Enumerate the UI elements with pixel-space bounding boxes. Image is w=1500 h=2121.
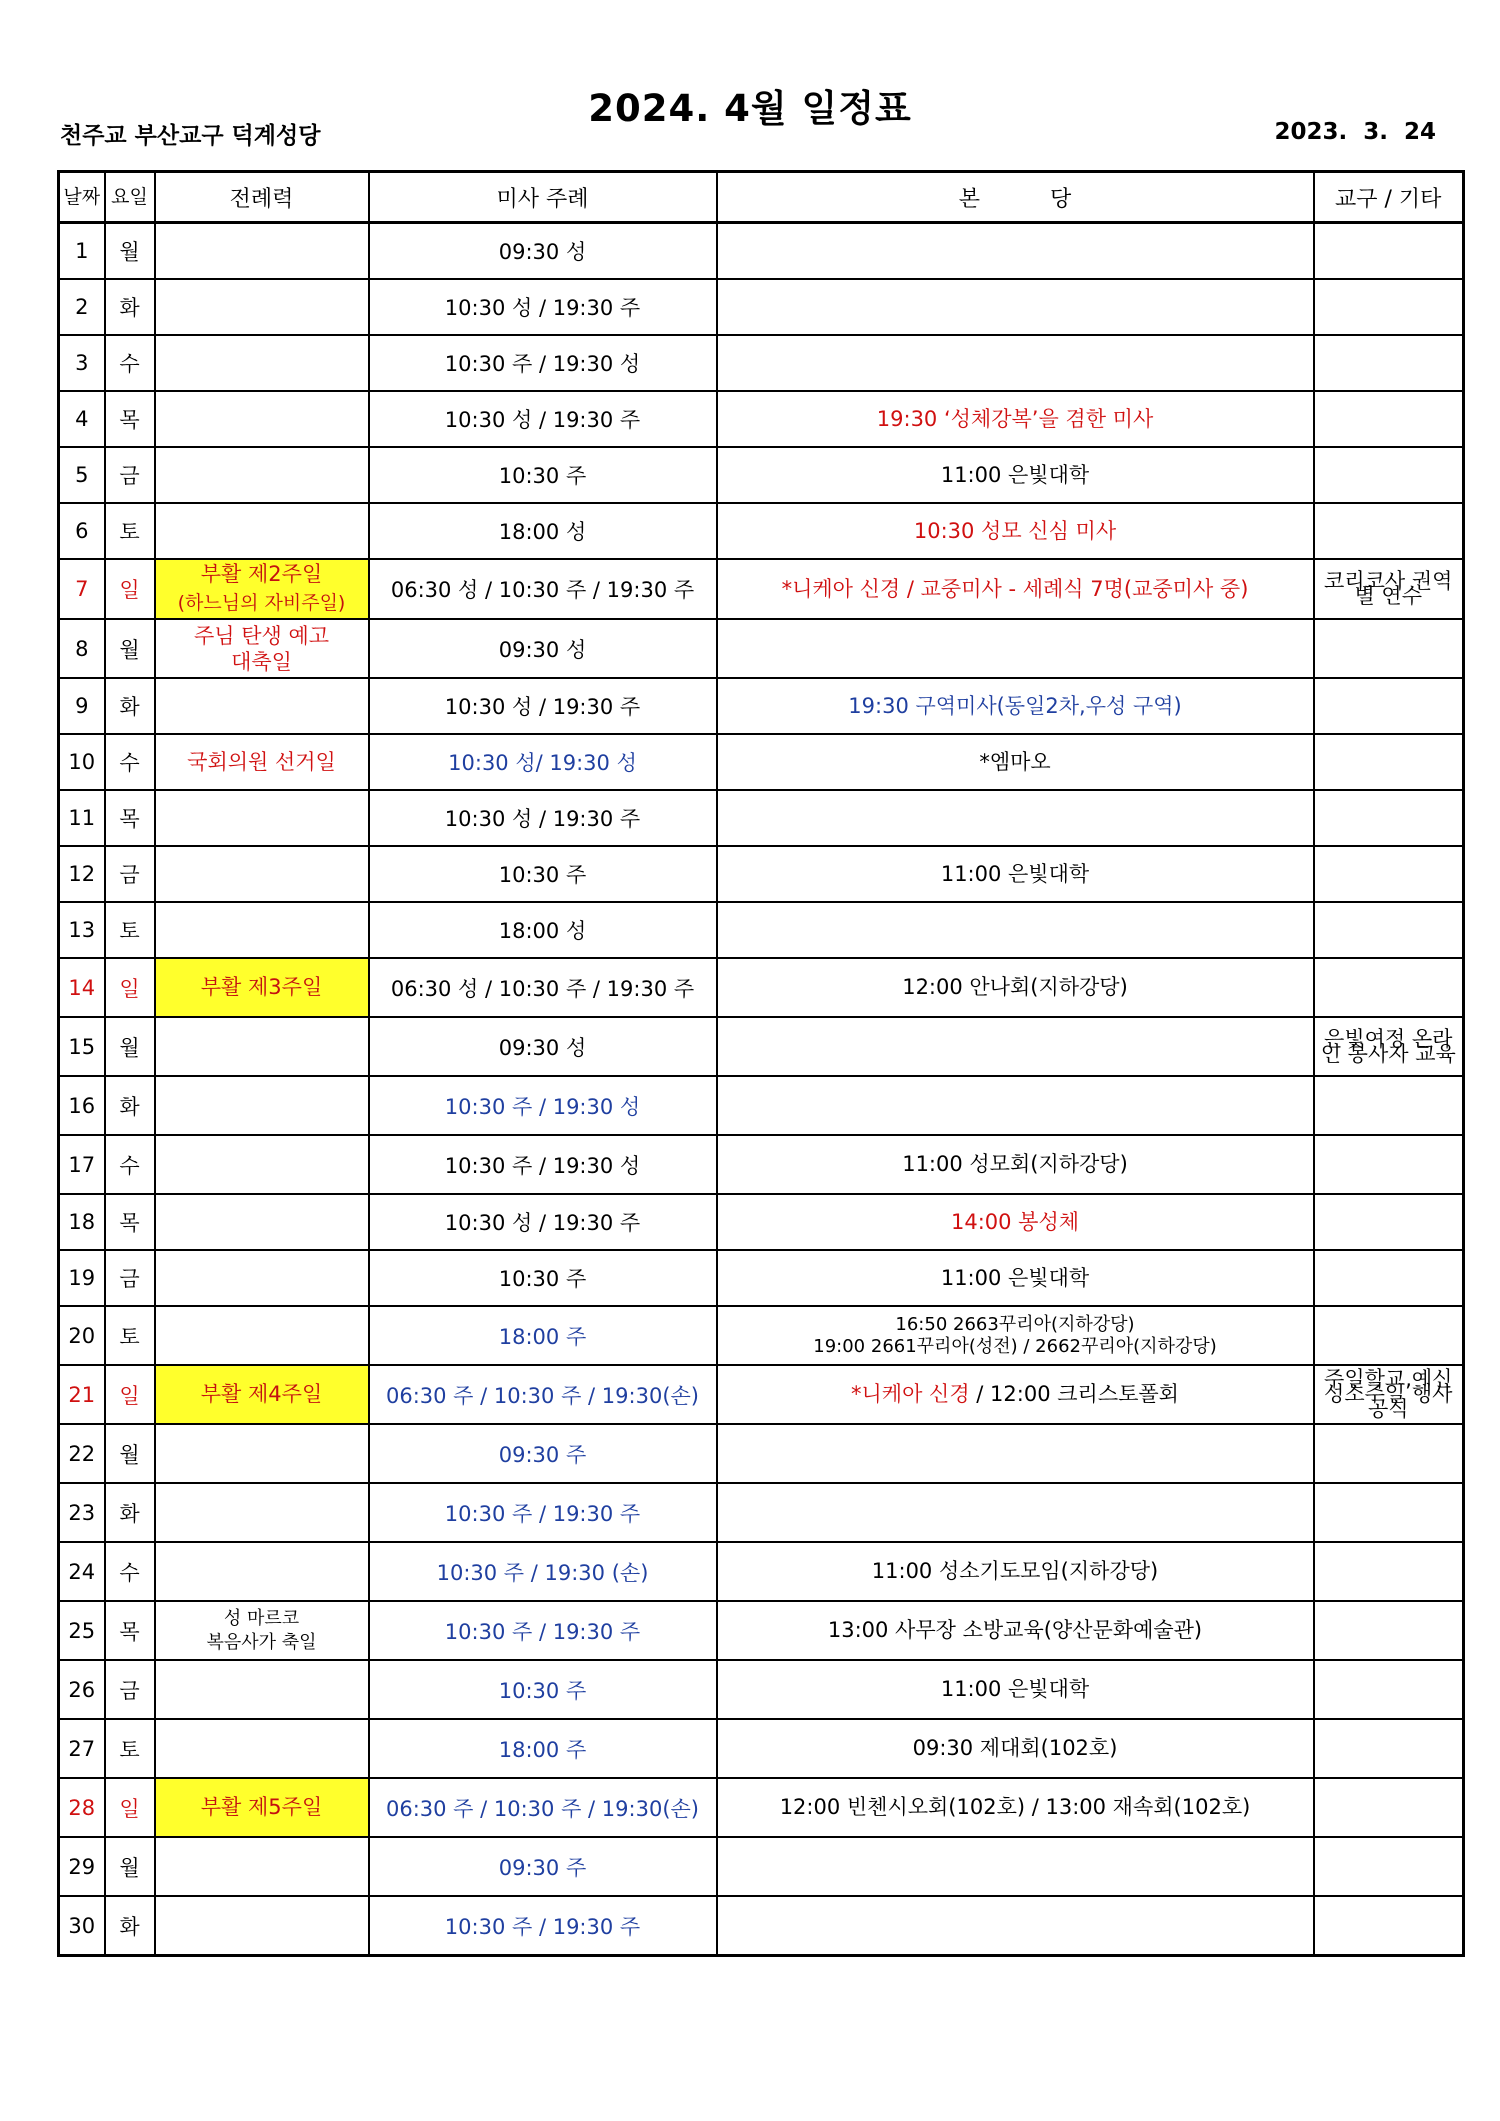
misc-cell [1314,1719,1464,1778]
day-cell: 1 [59,223,105,280]
table-row [59,1365,1464,1424]
misc-cell [1314,790,1464,846]
misc-cell [1314,223,1464,280]
parish-text: / 12:00 크리스토폴회 [969,1382,1179,1406]
day-cell: 28 [59,1778,105,1837]
misc-cell [1314,678,1464,734]
table-row [59,1135,1464,1194]
parish-line: 19:00 2661꾸리아(성전) / 2662꾸리아(지하강당) [813,1335,1217,1357]
misc-cell: 코리코사 권역별 연수 [1314,559,1464,619]
weekday-cell: 일 [105,1365,155,1424]
misc-cell [1314,619,1464,678]
liturgy-cell [155,1076,369,1135]
liturgy-title: 성 마르코 [223,1607,300,1629]
mass-cell: 09:30 성 [369,1017,717,1076]
weekday-cell: 금 [105,846,155,902]
misc-cell [1314,1601,1464,1660]
parish-cell: 12:00 빈첸시오회(102호) / 13:00 재속회(102호) [717,1778,1314,1837]
liturgy-title: 주님 탄생 예고 [193,623,330,648]
mass-cell: 10:30 주 / 19:30 주 [369,1601,717,1660]
parish-cell [717,902,1314,958]
table-row [59,958,1464,1017]
weekday-cell: 토 [105,1719,155,1778]
col-header-mass: 미사 주례 [369,172,717,223]
mass-cell: 09:30 주 [369,1837,717,1896]
weekday-cell: 토 [105,1306,155,1365]
weekday-cell: 화 [105,1896,155,1956]
page-title: 2024. 4월 일정표 [588,87,912,130]
day-cell: 2 [59,279,105,335]
weekday-cell: 목 [105,1601,155,1660]
liturgy-cell [155,1250,369,1306]
table-row [59,1778,1464,1837]
liturgy-cell: 부활 제5주일 [155,1778,369,1837]
liturgy-subtitle: 복음사가 축일 [206,1631,317,1653]
day-cell: 12 [59,846,105,902]
misc-cell [1314,391,1464,447]
day-cell: 10 [59,734,105,790]
weekday-cell: 월 [105,1017,155,1076]
parish-cell [717,619,1314,678]
weekday-cell: 수 [105,1135,155,1194]
schedule-table [57,170,1465,1957]
parish-cell: 19:30 ‘성체강복’을 겸한 미사 [717,391,1314,447]
misc-cell [1314,958,1464,1017]
liturgy-subtitle: 대축일 [231,649,292,674]
misc-cell [1314,734,1464,790]
day-cell: 23 [59,1483,105,1542]
table-row [59,1306,1464,1365]
parish-cell: 14:00 봉성체 [717,1194,1314,1250]
mass-cell: 10:30 성/ 19:30 성 [369,734,717,790]
weekday-cell: 목 [105,391,155,447]
header-row [59,172,1464,223]
parish-cell [717,1076,1314,1135]
day-cell: 26 [59,1660,105,1719]
mass-cell: 10:30 주 [369,846,717,902]
mass-cell: 06:30 주 / 10:30 주 / 19:30(손) [369,1365,717,1424]
misc-cell [1314,1076,1464,1135]
liturgy-cell [155,1424,369,1483]
day-cell: 13 [59,902,105,958]
parish-line: 16:50 2663꾸리아(지하강당) [895,1313,1135,1335]
mass-cell: 10:30 성 / 19:30 주 [369,790,717,846]
table-row [59,1424,1464,1483]
mass-cell: 06:30 주 / 10:30 주 / 19:30(손) [369,1778,717,1837]
liturgy-cell [155,447,369,503]
liturgy-cell [155,279,369,335]
table-row [59,559,1464,619]
col-header-day: 날짜 [59,172,105,223]
parish-cell [717,1306,1314,1365]
misc-cell [1314,447,1464,503]
weekday-cell: 금 [105,447,155,503]
table-row [59,1542,1464,1601]
weekday-cell: 토 [105,503,155,559]
mass-cell: 18:00 주 [369,1306,717,1365]
parish-cell: 11:00 은빛대학 [717,1660,1314,1719]
misc-cell [1314,1135,1464,1194]
liturgy-cell [155,1194,369,1250]
table-row [59,678,1464,734]
liturgy-cell [155,1483,369,1542]
mass-cell: 10:30 주 [369,447,717,503]
table-row [59,734,1464,790]
mass-cell: 10:30 성 / 19:30 주 [369,391,717,447]
day-cell: 11 [59,790,105,846]
liturgy-title: 부활 제2주일 [200,562,323,586]
weekday-cell: 일 [105,958,155,1017]
mass-cell: 09:30 주 [369,1424,717,1483]
table-row [59,619,1464,678]
day-cell: 14 [59,958,105,1017]
mass-cell: 06:30 성 / 10:30 주 / 19:30 주 [369,958,717,1017]
parish-cell: 11:00 성소기도모임(지하강당) [717,1542,1314,1601]
liturgy-cell [155,1017,369,1076]
parish-cell: 11:00 은빛대학 [717,846,1314,902]
parish-cell [717,1837,1314,1896]
weekday-cell: 월 [105,223,155,280]
col-header-weekday: 요일 [105,172,155,223]
mass-cell: 10:30 주 / 19:30 (손) [369,1542,717,1601]
liturgy-cell [155,790,369,846]
mass-cell: 10:30 성 / 19:30 주 [369,279,717,335]
table-row [59,1601,1464,1660]
liturgy-cell [155,391,369,447]
table-row [59,846,1464,902]
day-cell: 15 [59,1017,105,1076]
col-header-misc: 교구 / 기타 [1314,172,1464,223]
weekday-cell: 화 [105,1483,155,1542]
day-cell: 20 [59,1306,105,1365]
weekday-cell: 금 [105,1660,155,1719]
mass-cell: 18:00 주 [369,1719,717,1778]
day-cell: 9 [59,678,105,734]
mass-cell: 10:30 주 / 19:30 성 [369,1076,717,1135]
parish-cell [717,1017,1314,1076]
parish-cell [717,1896,1314,1956]
mass-cell: 09:30 성 [369,619,717,678]
parish-name: 천주교 부산교구 덕계성당 [60,123,321,149]
mass-cell: 10:30 성 / 19:30 주 [369,678,717,734]
day-cell: 24 [59,1542,105,1601]
liturgy-cell [155,902,369,958]
table-row [59,1250,1464,1306]
day-cell: 19 [59,1250,105,1306]
table-row [59,223,1464,280]
table-row [59,1896,1464,1956]
table-row [59,1483,1464,1542]
mass-cell: 10:30 주 / 19:30 주 [369,1483,717,1542]
day-cell: 25 [59,1601,105,1660]
misc-cell [1314,1778,1464,1837]
table-row [59,335,1464,391]
parish-cell: *니케아 신경 / 교중미사 - 세례식 7명(교중미사 중) [717,559,1314,619]
liturgy-cell: 부활 제3주일 [155,958,369,1017]
day-cell: 27 [59,1719,105,1778]
day-cell: 7 [59,559,105,619]
table-row [59,503,1464,559]
parish-cell: 19:30 구역미사(동일2차,우성 구역) [717,678,1314,734]
weekday-cell: 토 [105,902,155,958]
mass-cell: 10:30 성 / 19:30 주 [369,1194,717,1250]
mass-cell: 06:30 성 / 10:30 주 / 19:30 주 [369,559,717,619]
parish-cell: *엠마오 [717,734,1314,790]
liturgy-cell [155,1306,369,1365]
misc-cell [1314,279,1464,335]
parish-cell [717,1424,1314,1483]
weekday-cell: 화 [105,279,155,335]
weekday-cell: 화 [105,678,155,734]
parish-cell: 10:30 성모 신심 미사 [717,503,1314,559]
weekday-cell: 목 [105,790,155,846]
day-cell: 22 [59,1424,105,1483]
mass-cell: 18:00 성 [369,902,717,958]
day-cell: 6 [59,503,105,559]
misc-cell [1314,846,1464,902]
day-cell: 21 [59,1365,105,1424]
parish-cell: 12:00 안나회(지하강당) [717,958,1314,1017]
weekday-cell: 화 [105,1076,155,1135]
weekday-cell: 월 [105,619,155,678]
mass-cell: 10:30 주 [369,1660,717,1719]
mass-cell: 18:00 성 [369,503,717,559]
liturgy-cell [155,503,369,559]
parish-cell [717,790,1314,846]
liturgy-cell [155,1135,369,1194]
parish-cell [717,1483,1314,1542]
liturgy-cell [155,1601,369,1660]
mass-cell: 10:30 주 / 19:30 성 [369,1135,717,1194]
misc-cell [1314,1424,1464,1483]
parish-cell [717,223,1314,280]
parish-cell: 11:00 은빛대학 [717,447,1314,503]
liturgy-cell: 국회의원 선거일 [155,734,369,790]
parish-cell [717,335,1314,391]
parish-cell: 11:00 성모회(지하강당) [717,1135,1314,1194]
day-cell: 5 [59,447,105,503]
parish-cell [717,279,1314,335]
mass-cell: 10:30 주 / 19:30 주 [369,1896,717,1956]
misc-cell [1314,1194,1464,1250]
weekday-cell: 월 [105,1424,155,1483]
liturgy-cell [155,619,369,678]
weekday-cell: 수 [105,335,155,391]
misc-cell [1314,503,1464,559]
misc-cell [1314,1250,1464,1306]
misc-cell: 주일학교,예신 성소주일 행사 공식 [1314,1365,1464,1424]
table-row [59,391,1464,447]
mass-cell: 10:30 주 / 19:30 성 [369,335,717,391]
document-date: 2023. 3. 24 [1274,119,1436,145]
col-header-liturgy: 전례력 [155,172,369,223]
day-cell: 3 [59,335,105,391]
weekday-cell: 금 [105,1250,155,1306]
parish-cell: 11:00 은빛대학 [717,1250,1314,1306]
day-cell: 8 [59,619,105,678]
liturgy-cell [155,1896,369,1956]
liturgy-cell [155,846,369,902]
day-cell: 16 [59,1076,105,1135]
mass-cell: 10:30 주 [369,1250,717,1306]
misc-cell [1314,1542,1464,1601]
liturgy-cell [155,559,369,619]
table-row [59,1660,1464,1719]
liturgy-cell [155,335,369,391]
weekday-cell: 목 [105,1194,155,1250]
weekday-cell: 수 [105,1542,155,1601]
misc-cell: 은빛여정 온라인 봉사자 교육 [1314,1017,1464,1076]
liturgy-cell [155,678,369,734]
liturgy-cell [155,1837,369,1896]
table-row [59,902,1464,958]
col-header-parish: 본 당 [717,172,1314,223]
day-cell: 29 [59,1837,105,1896]
misc-cell [1314,1483,1464,1542]
parish-cell: 09:30 제대회(102호) [717,1719,1314,1778]
liturgy-cell: 부활 제4주일 [155,1365,369,1424]
table-row [59,279,1464,335]
liturgy-cell [155,223,369,280]
table-row [59,790,1464,846]
table-row [59,1076,1464,1135]
misc-cell [1314,1896,1464,1956]
misc-cell [1314,335,1464,391]
misc-cell [1314,1306,1464,1365]
liturgy-cell [155,1660,369,1719]
mass-cell: 09:30 성 [369,223,717,280]
liturgy-subtitle: (하느님의 자비주일) [177,592,346,614]
table-row [59,1837,1464,1896]
day-cell: 4 [59,391,105,447]
creed-note: *니케아 신경 [851,1382,970,1406]
weekday-cell: 수 [105,734,155,790]
day-cell: 30 [59,1896,105,1956]
table-row [59,1017,1464,1076]
day-cell: 17 [59,1135,105,1194]
weekday-cell: 월 [105,1837,155,1896]
day-cell: 18 [59,1194,105,1250]
liturgy-cell [155,1542,369,1601]
misc-cell [1314,902,1464,958]
misc-cell [1314,1660,1464,1719]
table-row [59,447,1464,503]
parish-cell [717,1365,1314,1424]
table-row [59,1194,1464,1250]
parish-cell: 13:00 사무장 소방교육(양산문화예술관) [717,1601,1314,1660]
liturgy-cell [155,1719,369,1778]
misc-cell [1314,1837,1464,1896]
table-row [59,1719,1464,1778]
weekday-cell: 일 [105,559,155,619]
weekday-cell: 일 [105,1778,155,1837]
